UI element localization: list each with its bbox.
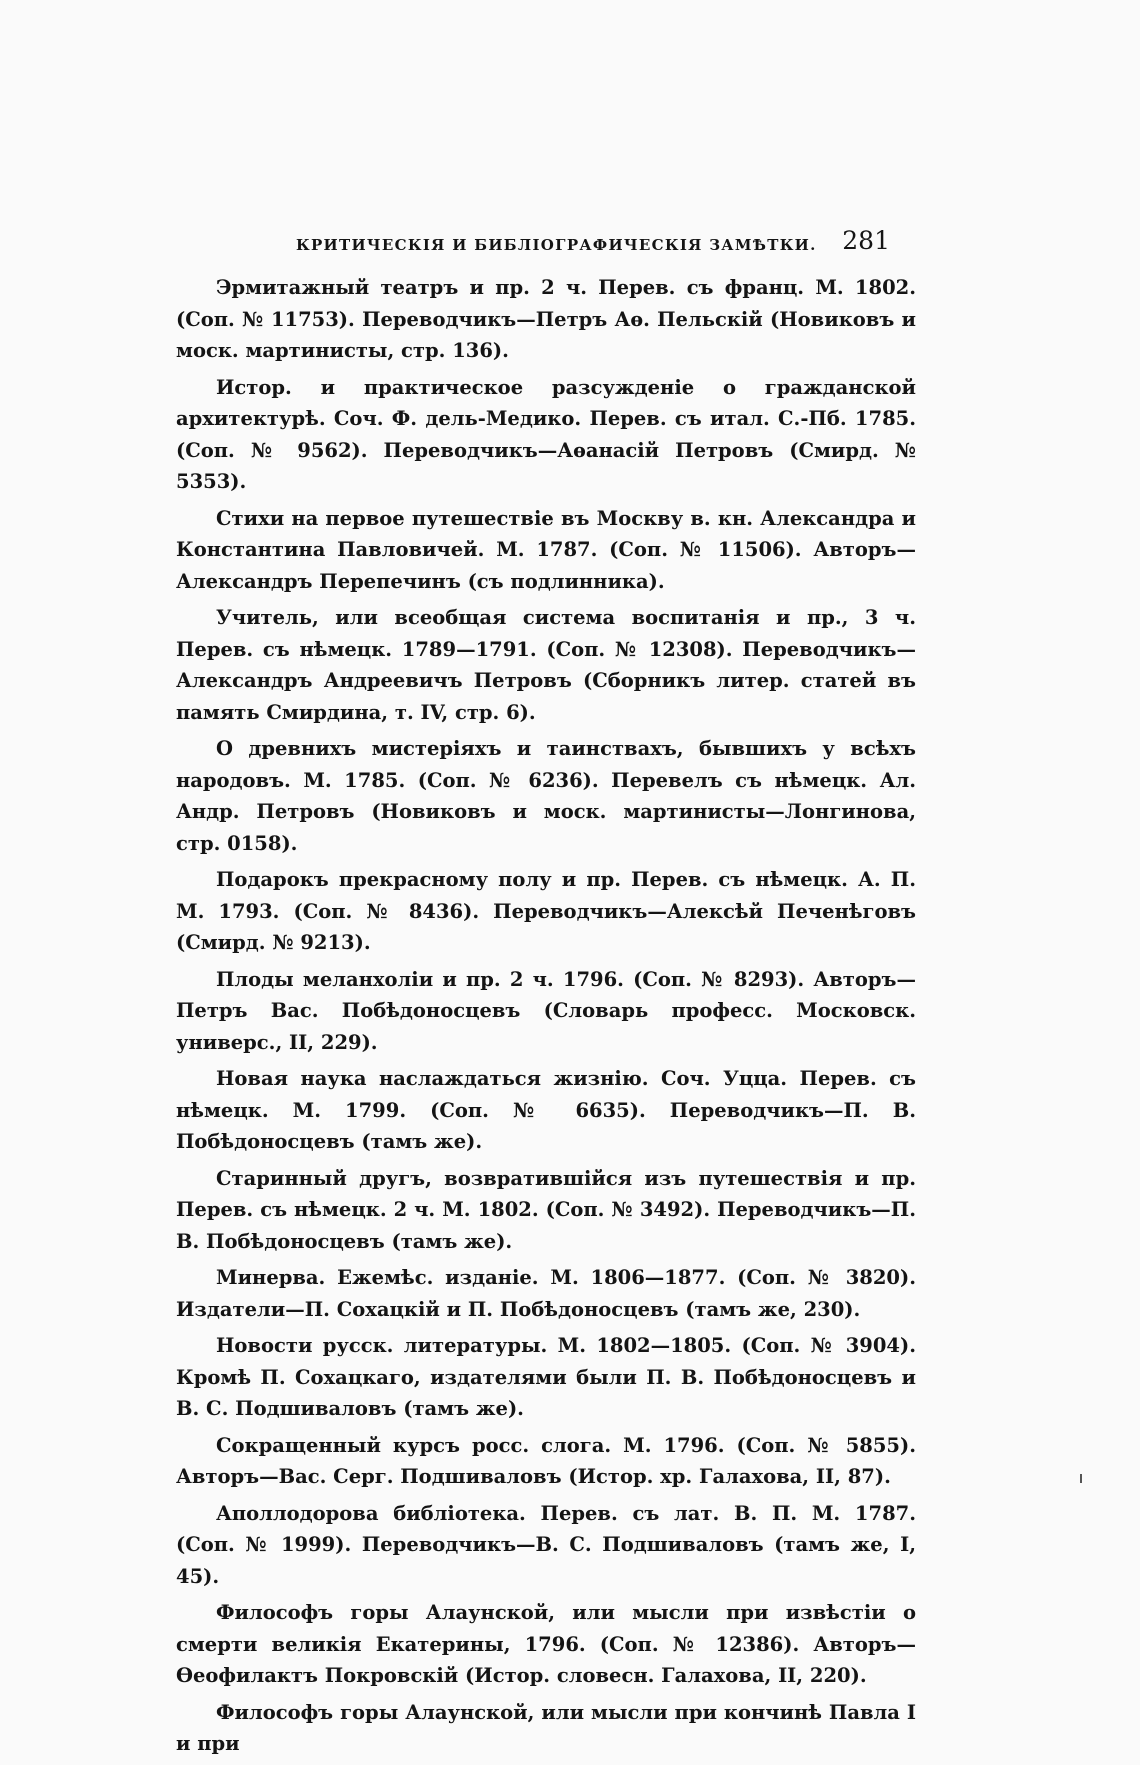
page-number: 281 <box>842 226 890 255</box>
bibliography-entry: Плоды меланхоліи и пр. 2 ч. 1796. (Соп. № 8293). Авторъ—Петръ Вас. Побѣдоносцевъ (Словарь професс. Московск. универс., II, 229). <box>176 967 916 1054</box>
running-head-title: КРИТИЧЕСКІЯ И БИБЛІОГРАФИЧЕСКІЯ ЗАМѢТКИ. <box>296 236 817 254</box>
bibliography-entry: Старинный другъ, возвратившійся изъ путешествія и пр. Перев. съ нѣмецк. 2 ч. М. 1802. (Соп. № 3492). Переводчикъ—П. В. Побѣдоносцевъ (тамъ же). <box>176 1166 916 1253</box>
text-block <box>176 224 916 1765</box>
bibliography-entry: Минерва. Ежемѣс. изданіе. М. 1806—1877. (Соп. № 3820). Издатели—П. Сохацкій и П. Побѣдоносцевъ (тамъ же, 230). <box>176 1266 916 1321</box>
bibliography-entry: Эрмитажный театръ и пр. 2 ч. Перев. съ франц. М. 1802. (Соп. № 11753). Переводчикъ—Петръ Аѳ. Пельскій (Новиковъ и моск. мартинисты, стр. 136). <box>176 276 916 362</box>
running-head <box>176 224 916 272</box>
margin-tick-mark <box>1080 1474 1082 1483</box>
bibliography-entry: Истор. и практическое разсужденіе о гражданской архитектурѣ. Соч. Ф. дель-Медико. Перев. съ итал. С.-Пб. 1785. (Соп. № 9562). Переводчикъ—Аѳанасій Петровъ (Смирд. № 5353). <box>176 375 916 493</box>
bibliography-entry: Стихи на первое путешествіе въ Москву в. кн. Александра и Константина Павловичей. М. 1787. (Соп. № 11506). Авторъ—Александръ Перепечинъ (съ подлинника). <box>176 506 916 593</box>
bibliography-entry: Учитель, или всеобщая система воспитанія и пр., 3 ч. Перев. съ нѣмецк. 1789—1791. (Соп. № 12308). Переводчикъ—Александръ Андреевичъ Петровъ (Сборникъ литер. статей въ память Смирдина, т. IV, стр. 6). <box>176 606 916 724</box>
bibliography-entry: Подарокъ прекрасному полу и пр. Перев. съ нѣмецк. А. П. М. 1793. (Соп. № 8436). Переводчикъ—Алексѣй Печенѣговъ (Смирд. № 9213). <box>176 868 916 954</box>
bibliography-entry: Философъ горы Алаунской, или мысли при извѣстіи о смерти великія Екатерины, 1796. (Соп. № 12386). Авторъ—Ѳеофилактъ Покровскій (Истор. словесн. Галахова, II, 220). <box>176 1601 916 1687</box>
bibliography-entry: Новости русск. литературы. М. 1802—1805. (Соп. № 3904). Кромѣ П. Сохацкаго, издателями были П. В. Побѣдоносцевъ и В. С. Подшиваловъ (тамъ же). <box>176 1334 916 1420</box>
bibliography-entry: Сокращенный курсъ росс. слога. М. 1796. (Соп. № 5855). Авторъ—Вас. Серг. Подшиваловъ (Истор. хр. Галахова, II, 87). <box>176 1433 916 1488</box>
bibliography-entry: О древнихъ мистеріяхъ и таинствахъ, бывшихъ у всѣхъ народовъ. М. 1785. (Соп. № 6236). Перевелъ съ нѣмецк. Ал. Андр. Петровъ (Новиковъ и моск. мартинисты—Лонгинова, стр. 0158). <box>176 737 916 855</box>
bibliography-entry: Философъ горы Алаунской, или мысли при кончинѣ Павла I и при <box>176 1700 916 1755</box>
bibliography-entry: Новая наука наслаждаться жизнію. Соч. Уцца. Перев. съ нѣмецк. М. 1799. (Соп. № 6635). Переводчикъ—П. В. Побѣдоносцевъ (тамъ же). <box>176 1067 916 1153</box>
bibliography-entry: Аполлодорова библіотека. Перев. съ лат. В. П. М. 1787. (Соп. № 1999). Переводчикъ—В. С. Подшиваловъ (тамъ же, I, 45). <box>176 1501 916 1588</box>
